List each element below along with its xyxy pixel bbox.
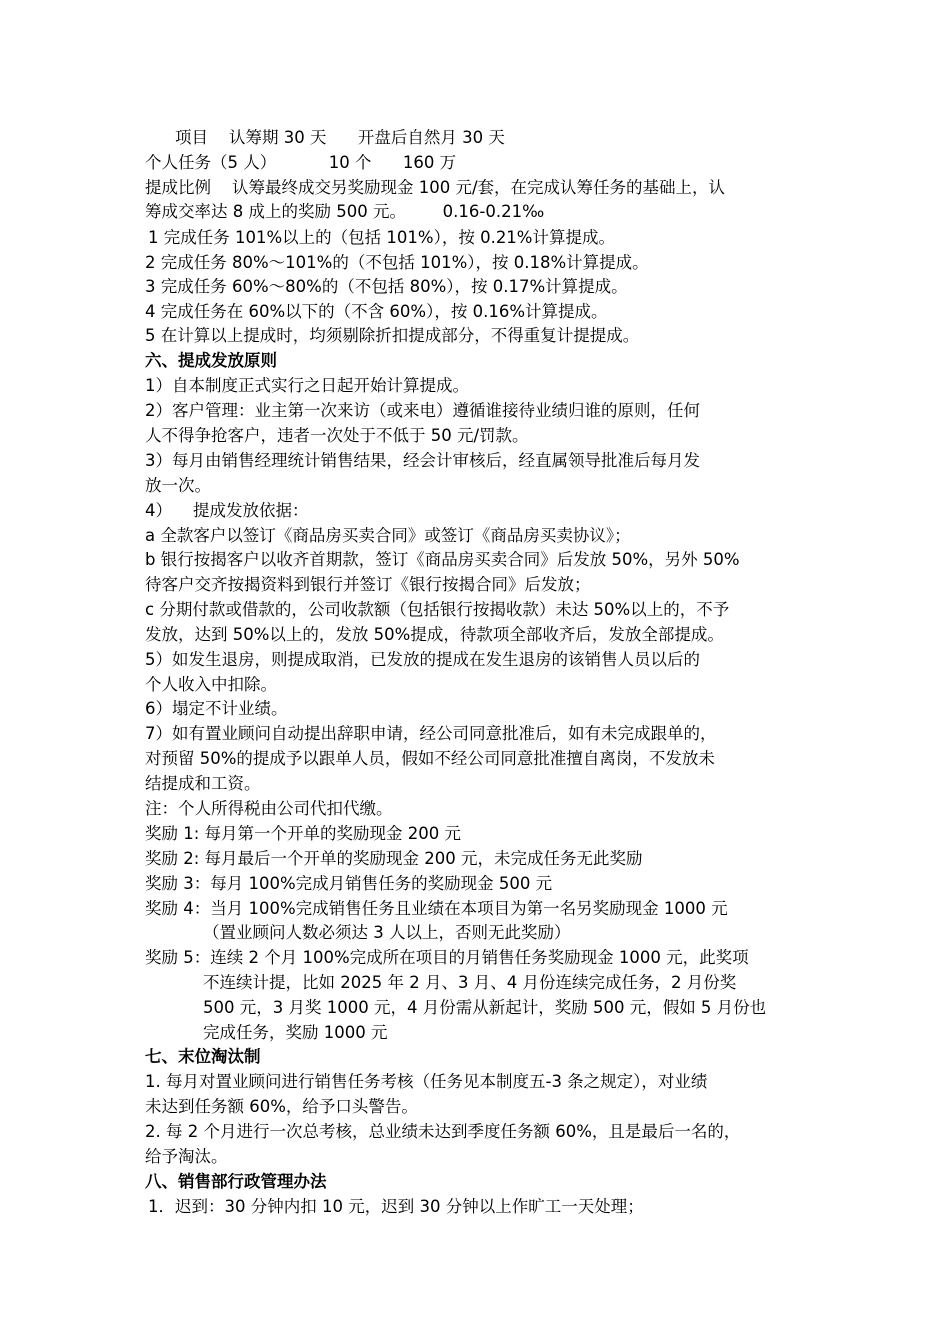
reward-2: 奖励 2: 每月最后一个开单的奖励现金 200 元，未完成任务无此奖励 — [145, 849, 643, 868]
section-heading-8: 八、销售部行政管理办法 — [145, 1172, 327, 1191]
principle-7: 7）如有置业顾问自动提出辞职申请，经公司同意批准后，如有未完成跟单的， — [145, 724, 717, 743]
rule-item-2: 2 完成任务 80%～101%的（不包括 101%），按 0.18%计算提成。 — [145, 253, 649, 272]
principle-5: 5）如发生退房，则提成取消，已发放的提成在发生退房的该销售人员以后的 — [145, 650, 700, 669]
commission-ratio-line: 提成比例 认筹最终成交另奖励现金 100 元/套，在完成认筹任务的基础上，认 — [145, 178, 726, 197]
principle-2: 2）客户管理：业主第一次来访（或来电）遵循谁接待业绩归谁的原则，任何 — [145, 401, 700, 420]
basis-c: c 分期付款或借款的，公司收款额（包括银行按揭收款）未达 50%以上的，不予 — [145, 600, 730, 619]
rule-item-5: 5 在计算以上提成时，均须剔除折扣提成部分，不得重复计提提成。 — [145, 326, 640, 345]
reward-5-cont-3: 完成任务，奖励 1000 元 — [203, 1023, 388, 1042]
principle-2-cont: 人不得争抢客户，违者一次处于不低于 50 元/罚款。 — [145, 426, 529, 445]
reward-4: 奖励 4：当月 100%完成销售任务且业绩在本项目为第一名另奖励现金 1000 元 — [145, 899, 728, 918]
section-heading-7: 七、末位淘汰制 — [145, 1047, 261, 1066]
reward-3: 奖励 3：每月 100%完成月销售任务的奖励现金 500 元 — [145, 874, 553, 893]
rule-item-4: 4 完成任务在 60%以下的（不含 60%），按 0.16%计算提成。 — [145, 302, 608, 321]
section-heading-6: 六、提成发放原则 — [145, 351, 277, 370]
basis-a: a 全款客户以签订《商品房买卖合同》或签订《商品房买卖协议》； — [145, 526, 631, 545]
principle-1: 1）自本制度正式实行之日起开始计算提成。 — [145, 376, 469, 395]
rule-item-3: 3 完成任务 60%～80%的（不包括 80%），按 0.17%计算提成。 — [145, 277, 628, 296]
elimination-2: 2. 每 2 个月进行一次总考核，总业绩未达到季度任务额 60%，且是最后一名的， — [145, 1122, 741, 1141]
reward-1: 奖励 1: 每月第一个开单的奖励现金 200 元 — [145, 824, 462, 843]
reward-4-cont: （置业顾问人数必须达 3 人以上，否则无此奖励） — [203, 923, 571, 942]
elimination-1-cont: 未达到任务额 60%，给予口头警告。 — [145, 1097, 418, 1116]
principle-4: 4） 提成发放依据： — [145, 501, 309, 520]
principle-5-cont: 个人收入中扣除。 — [145, 675, 277, 694]
reward-5-cont-2: 500 元，3 月奖 1000 元，4 月份需从新起计，奖励 500 元，假如 5 月份也 — [203, 998, 767, 1017]
tax-note: 注：个人所得税由公司代扣代缴。 — [145, 799, 393, 818]
reward-5-cont: 不连续计提，比如 2025 年 2 月、3 月、4 月份连续完成任务，2 月份奖 — [203, 973, 737, 992]
rule-item-1: 1 完成任务 101%以上的（包括 101%），按 0.21%计算提成。 — [148, 228, 615, 247]
basis-c-cont: 发放，达到 50%以上的，发放 50%提成，待款项全部收齐后，发放全部提成。 — [145, 625, 724, 644]
principle-7-cont: 对预留 50%的提成予以跟单人员，假如不经公司同意批准擅自离岗，不发放未 — [145, 749, 715, 768]
reward-5: 奖励 5：连续 2 个月 100%完成所在项目的月销售任务奖励现金 1000 元，此奖项 — [145, 948, 749, 967]
principle-7-cont-2: 结提成和工资。 — [145, 774, 261, 793]
elimination-2-cont: 给予淘汰。 — [145, 1147, 228, 1166]
admin-rule-1: 1．迟到：30 分钟内扣 10 元，迟到 30 分钟以上作旷工一天处理； — [148, 1197, 644, 1216]
elimination-1: 1. 每月对置业顾问进行销售任务考核（任务见本制度五-3 条之规定），对业绩 — [145, 1072, 708, 1091]
task-line: 个人任务（5 人） 10 个 160 万 — [145, 153, 457, 172]
principle-3: 3）每月由销售经理统计销售结果，经会计审核后，经直属领导批准后每月发 — [145, 451, 700, 470]
basis-b: b 银行按揭客户以收齐首期款，签订《商品房买卖合同》后发放 50%，另外 50% — [145, 550, 740, 569]
principle-3-cont: 放一次。 — [145, 476, 211, 495]
principle-6: 6）塌定不计业绩。 — [145, 699, 288, 718]
table-header-line: 项目 认筹期 30 天 开盘后自然月 30 天 — [175, 128, 505, 147]
commission-ratio-line-2: 筹成交率达 8 成上的奖励 500 元。 0.16-0.21‰ — [145, 202, 545, 221]
basis-b-cont: 待客户交齐按揭资料到银行并签订《银行按揭合同》后发放； — [145, 575, 591, 594]
